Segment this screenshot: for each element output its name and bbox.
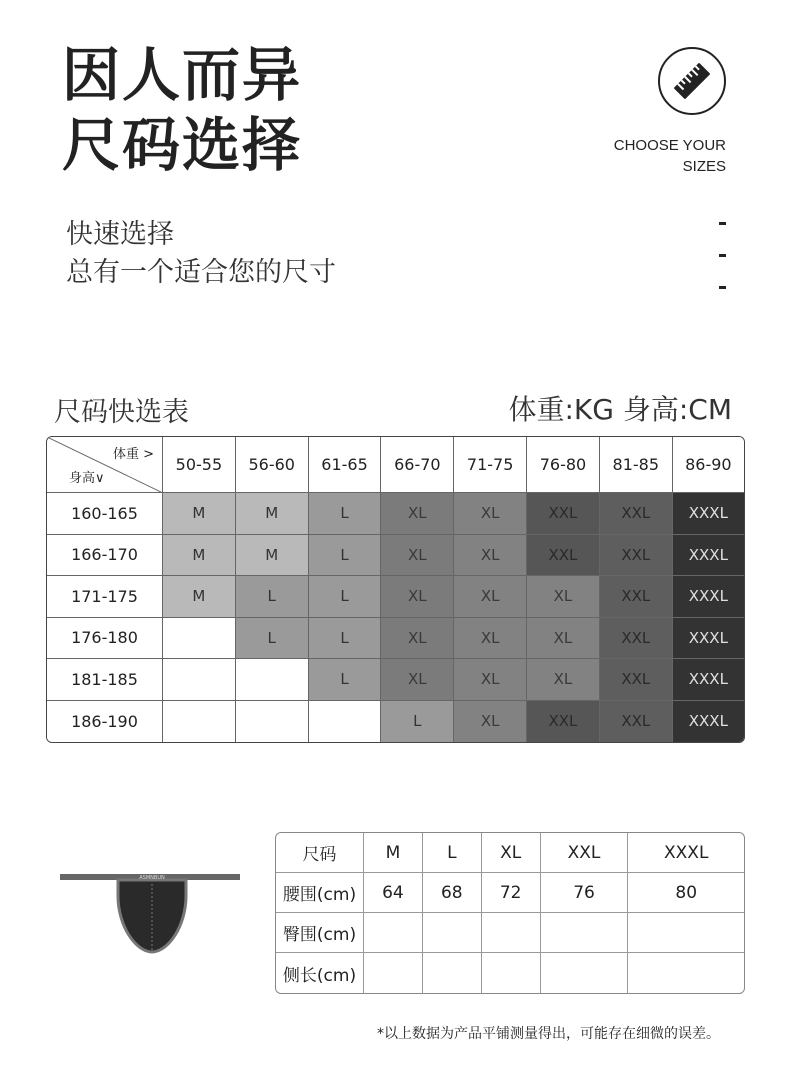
size-cell: L [309, 535, 382, 577]
size-cell: XXL [600, 659, 673, 701]
size-cell [163, 618, 236, 660]
hero-title-line2: 尺码选择 [62, 111, 303, 179]
choose-line1: CHOOSE YOUR [613, 137, 726, 154]
measurement-value: 80 [628, 873, 744, 913]
size-cell: XXXL [673, 493, 744, 535]
size-cell: XXXL [673, 659, 744, 701]
ruler-icon [670, 59, 714, 103]
weight-col-header: 61-65 [309, 437, 382, 493]
hero-title [62, 40, 302, 180]
subtitle-line1: 快速选择 [66, 219, 174, 250]
weight-col-header: 56-60 [236, 437, 309, 493]
table-row [47, 701, 744, 743]
size-cell: XL [381, 659, 454, 701]
dash-mark [719, 254, 726, 257]
garment-brand-label: ASMNBUN [139, 875, 165, 881]
size-cell: L [309, 493, 382, 535]
measurement-value [423, 953, 482, 993]
size-cell: L [309, 618, 382, 660]
measurement-value: 76 [541, 873, 629, 913]
size-cell: XXL [527, 701, 600, 743]
weight-col-header: 76-80 [527, 437, 600, 493]
size-cell: XXL [600, 493, 673, 535]
weight-header-row [47, 437, 744, 493]
table-row [47, 493, 744, 535]
measurement-row-label: 腰围(cm) [276, 873, 364, 913]
size-cell: XXL [527, 493, 600, 535]
size-cell: XXXL [673, 618, 744, 660]
size-cell: XL [454, 535, 527, 577]
size-cell [309, 701, 382, 743]
size-cell: XL [527, 659, 600, 701]
size-cell: XL [381, 618, 454, 660]
size-cell: XXL [600, 701, 673, 743]
measurement-value [541, 913, 629, 953]
size-chart-title: 尺码快选表 [54, 397, 189, 428]
size-cell: XXL [600, 535, 673, 577]
size-cell: XXL [600, 576, 673, 618]
size-cell: XXL [600, 618, 673, 660]
measurement-value [628, 913, 744, 953]
size-cell: M [163, 576, 236, 618]
measurement-size-header: XXL [541, 833, 629, 873]
height-row-label: 160-165 [47, 493, 163, 535]
size-cell [163, 659, 236, 701]
size-cell: XXXL [673, 535, 744, 577]
size-cell: L [309, 576, 382, 618]
size-cell: M [236, 493, 309, 535]
size-cell: L [236, 576, 309, 618]
size-cell: XXXL [673, 576, 744, 618]
size-cell: XL [527, 576, 600, 618]
measurement-value [423, 913, 482, 953]
measurement-value [364, 913, 423, 953]
measurement-disclaimer: *以上数据为产品平铺测量得出，可能存在细微的误差。 [377, 1026, 720, 1042]
size-cell: XL [527, 618, 600, 660]
measurement-row-label: 臀围(cm) [276, 913, 364, 953]
garment-illustration [60, 870, 242, 960]
table-row [276, 873, 744, 913]
measurement-value: 64 [364, 873, 423, 913]
dash-mark [719, 222, 726, 225]
size-cell: L [236, 618, 309, 660]
weight-col-header: 81-85 [600, 437, 673, 493]
weight-col-header: 66-70 [381, 437, 454, 493]
ruler-badge [658, 47, 726, 115]
size-cell: XL [454, 701, 527, 743]
measurement-header-row [276, 833, 744, 873]
measurement-size-header: XXXL [628, 833, 744, 873]
weight-col-header: 71-75 [454, 437, 527, 493]
corner-height-label: 身高∨ [69, 471, 105, 486]
size-cell: L [381, 701, 454, 743]
choose-sizes-caption [614, 135, 726, 177]
height-row-label: 186-190 [47, 701, 163, 743]
size-cell: XL [454, 493, 527, 535]
weight-col-header: 86-90 [673, 437, 744, 493]
hero-title-line1: 因人而异 [62, 41, 303, 109]
garment-icon [60, 870, 242, 956]
table-row [47, 576, 744, 618]
height-row-label: 176-180 [47, 618, 163, 660]
measurement-value: 72 [482, 873, 541, 913]
measurement-value [628, 953, 744, 993]
subtitle-line2: 总有一个适合您的尺寸 [66, 257, 336, 288]
measurement-size-header: L [423, 833, 482, 873]
measurement-value [541, 953, 629, 993]
height-row-label: 166-170 [47, 535, 163, 577]
size-cell: XL [381, 493, 454, 535]
height-row-label: 181-185 [47, 659, 163, 701]
size-cell: XXXL [673, 701, 744, 743]
table-row [47, 659, 744, 701]
measurement-value [364, 953, 423, 993]
measurement-row-label: 侧长(cm) [276, 953, 364, 993]
size-chart-units: 体重:KG 身高:CM [508, 393, 732, 426]
size-cell: M [163, 535, 236, 577]
size-cell [236, 659, 309, 701]
size-cell: XL [454, 576, 527, 618]
measurement-value [482, 913, 541, 953]
size-cell: XL [454, 618, 527, 660]
choose-line2: SIZES [682, 158, 726, 175]
measurement-value: 68 [423, 873, 482, 913]
height-row-label: 171-175 [47, 576, 163, 618]
dash-mark [719, 286, 726, 289]
size-cell [163, 701, 236, 743]
table-row [47, 618, 744, 660]
size-cell: M [163, 493, 236, 535]
size-quick-table [46, 436, 745, 743]
size-cell: XL [454, 659, 527, 701]
corner-weight-label: 体重 > [112, 447, 154, 462]
measurement-table [275, 832, 745, 994]
table-row [47, 535, 744, 577]
size-cell: XL [381, 576, 454, 618]
corner-cell [47, 437, 163, 493]
size-cell: XXL [527, 535, 600, 577]
measurement-size-header: XL [482, 833, 541, 873]
size-cell: L [309, 659, 382, 701]
subtitle [66, 216, 336, 292]
weight-col-header: 50-55 [163, 437, 236, 493]
size-cell [236, 701, 309, 743]
size-cell: XL [381, 535, 454, 577]
measurement-size-header: M [364, 833, 423, 873]
measurement-header-label: 尺码 [276, 833, 364, 873]
table-row [276, 953, 744, 993]
measurement-value [482, 953, 541, 993]
table-row [276, 913, 744, 953]
size-cell: M [236, 535, 309, 577]
